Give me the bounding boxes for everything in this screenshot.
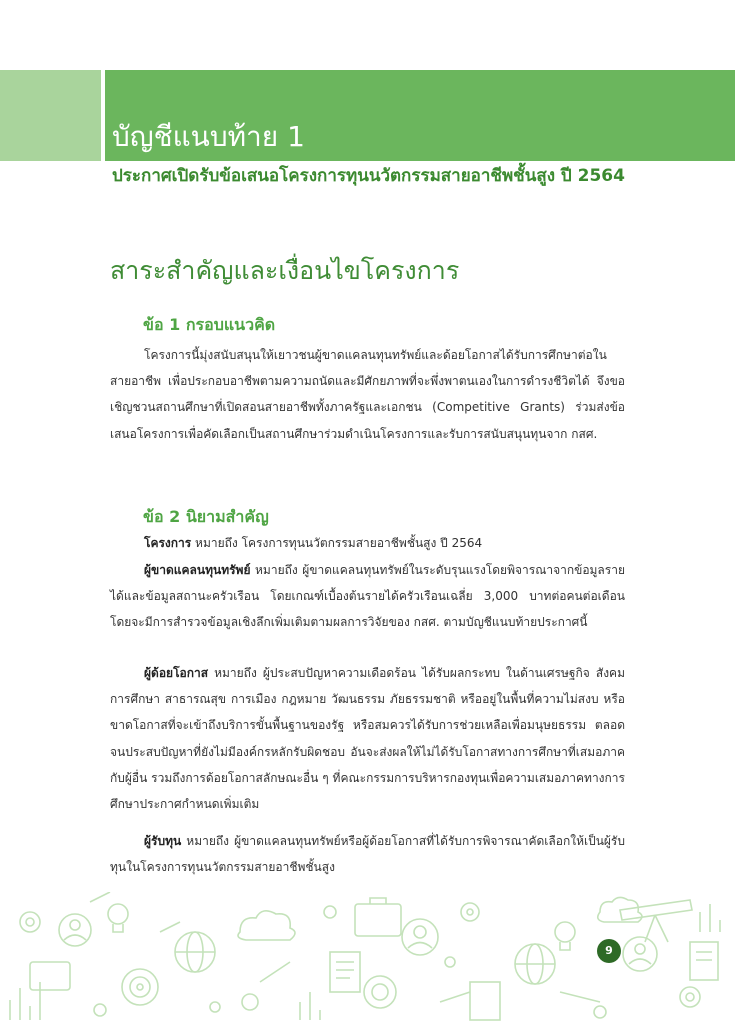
definition-scholarship-recipient [110, 828, 625, 880]
clause-2-heading: ข้อ 2 นิยามสำคัญ [143, 507, 269, 526]
page-number-badge: 9 [597, 939, 621, 963]
header-accent-block [0, 70, 101, 161]
clause-1-paragraph: โครงการนี้มุ่งสนับสนุนให้เยาวชนผู้ขาดแคลนทุนทรัพย์และด้อยโอกาสได้รับการศึกษาต่อในสายอาชีพ เพื่อประกอบอาชีพตามความถนัดและมีศักยภาพที่จะพึ่งพาตนเองในการดำรงชีวิตได้ จึงขอเชิญชวนสถานศึกษาที่เปิดสอนสายอาชีพทั้งภาครัฐและเอกชน (Competitive Grants) ร่วมส่งข้อเสนอโครงการเพื่อคัดเลือกเป็นสถานศึกษาร่วมดำเนินโครงการและรับการสนับสนุนทุนจาก กสศ. [110, 348, 625, 441]
appendix-title: บัญชีแนบท้าย 1 [112, 120, 305, 153]
definition-underprivileged [110, 557, 625, 636]
definition-term: ผู้ขาดแคลนทุนทรัพย์ [144, 563, 251, 577]
definition-text: หมายถึง ผู้ขาดแคลนทุนทรัพย์หรือผู้ด้อยโอกาสที่ได้รับการพิจารณาคัดเลือกให้เป็นผู้รับทุนในโครงการทุนนวัตกรรมสายอาชีพชั้นสูง [110, 834, 625, 875]
definition-text: หมายถึง ผู้ประสบปัญหาความเดือดร้อน ได้รับผลกระทบ ในด้านเศรษฐกิจ สังคม การศึกษา สาธารณสุข การเมือง กฎหมาย วัฒนธรรม ภัยธรรมชาติ หรืออยู่ในพื้นที่ความไม่สงบ หรือขาดโอกาสที่จะเข้าถึงบริการขั้นพื้นฐานของรัฐ หรือสมควรได้รับการช่วยเหลือเพื่อมนุษยธรรม ตลอดจนประสบปัญหาที่ยังไม่มีองค์กรหลักรับผิดชอบ อันจะส่งผลให้ไม่ได้รับโอกาสทางการศึกษาที่เสมอภาคกับผู้อื่น รวมถึงการด้อยโอกาสลักษณะอื่น ๆ ที่คณะกรรมการบริหารกองทุนเพื่อความเสมอภาคทางการศึกษาประกาศกำหนดเพิ่มเติม [110, 666, 625, 812]
footer-icon-pattern [0, 892, 735, 1024]
briefcase-icon [30, 898, 401, 990]
telescope-icon [620, 900, 692, 942]
lightbulb-icon [108, 904, 575, 950]
definition-text: หมายถึง โครงการทุนนวัตกรรมสายอาชีพชั้นสูง ปี 2564 [191, 536, 483, 550]
target-icon [122, 969, 396, 1008]
definition-term: โครงการ [144, 536, 192, 550]
cloud-icon [238, 897, 642, 940]
definition-disadvantaged [110, 660, 625, 817]
definition-term: ผู้ด้อยโอกาส [144, 666, 209, 680]
definition-term: ผู้รับทุน [144, 834, 182, 848]
definition-project [110, 530, 625, 556]
definition-text: หมายถึง ผู้ขาดแคลนทุนทรัพย์ในระดับรุนแรงโดยพิจารณาจากข้อมูลรายได้และข้อมูลสถานะครัวเรือน โดยเกณฑ์เบื้องต้นรายได้ครัวเรือนเฉลี่ย 3,000 บาทต่อคนต่อเดือน โดยจะมีการสำรวจข้อมูลเชิงลึกเพิ่มเติมตามผลการวิจัยของ กสศ. ตามบัญชีแนบท้ายประกาศนี้ [110, 563, 625, 630]
announcement-subtitle: ประกาศเปิดรับข้อเสนอโครงการทุนนวัตกรรมสายอาชีพชั้นสูง ปี 2564 [112, 166, 625, 186]
section-title: สาระสำคัญและเงื่อนไขโครงการ [110, 256, 460, 285]
footer-pattern-svg [0, 892, 735, 1024]
clause-1-heading: ข้อ 1 กรอบแนวคิด [143, 315, 276, 334]
globe-icon [175, 932, 555, 984]
